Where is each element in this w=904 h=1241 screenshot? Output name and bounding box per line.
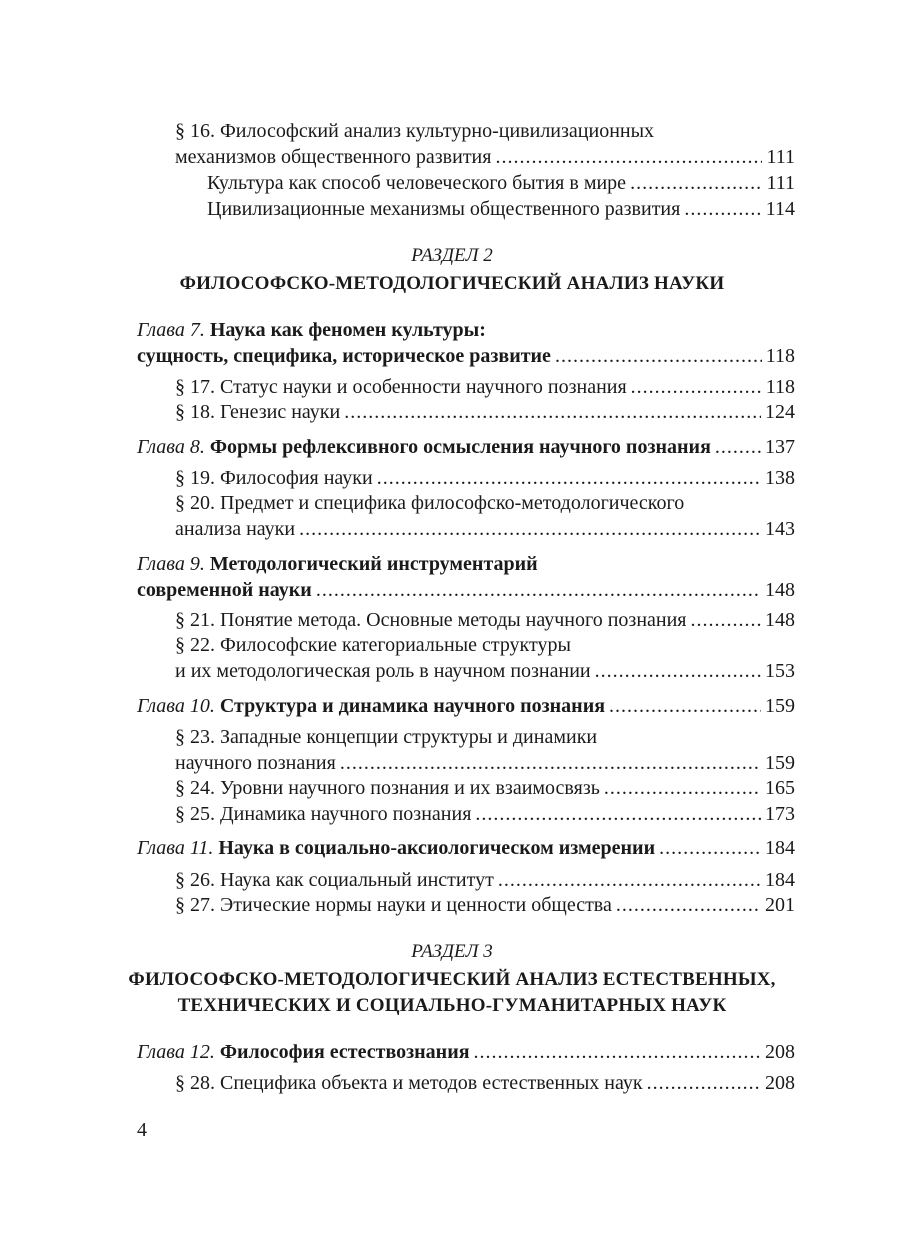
toc-page-ref: 208 — [765, 1041, 795, 1063]
chapter-title: Наука в социально-аксиологическом измерении — [218, 837, 656, 859]
toc-page-ref: 124 — [765, 401, 795, 423]
toc-entry-text: § 20. Предмет и специфика философско-методологического — [175, 492, 685, 514]
toc-page-ref: 118 — [765, 376, 795, 398]
chapter-9-line2 — [137, 577, 795, 603]
leader-dots — [616, 892, 761, 918]
toc-entry-text: § 22. Философские категориальные структуры — [175, 634, 571, 656]
toc-page-ref: 184 — [765, 869, 795, 891]
chapter-prefix: Глава 10. — [137, 695, 215, 717]
toc-page-ref: 111 — [766, 172, 795, 194]
chapter-10 — [137, 693, 795, 719]
chapter-11 — [137, 835, 795, 861]
toc-entry-25 — [175, 801, 795, 827]
leader-dots — [340, 750, 761, 776]
toc-subentry-civilization — [207, 196, 795, 222]
toc-entry-20-line2 — [175, 516, 795, 542]
toc-entry-24 — [175, 775, 795, 801]
chapter-title: Методологический инструментарий — [209, 553, 538, 575]
chapter-title: Формы рефлексивного осмысления научного познания — [209, 436, 711, 458]
toc-entry-text: и их методологическая роль в научном познании — [175, 660, 591, 682]
toc-entry-text: научного познания — [175, 752, 336, 774]
chapter-title: Философия естествознания — [219, 1041, 470, 1063]
toc-entry-text: § 25. Динамика научного познания — [175, 803, 472, 825]
leader-dots — [604, 775, 761, 801]
chapter-title: сущность, специфика, историческое развитие — [137, 345, 551, 367]
toc-entry-text: § 17. Статус науки и особенности научного познания — [175, 376, 627, 398]
toc-entry-20-line1 — [175, 490, 795, 516]
toc-entry-28 — [175, 1070, 795, 1096]
section-3-title-line1: ФИЛОСОФСКО-МЕТОДОЛОГИЧЕСКИЙ АНАЛИЗ ЕСТЕСТВЕННЫХ, — [128, 969, 776, 990]
leader-dots — [715, 434, 761, 460]
toc-page-ref: 148 — [765, 579, 795, 601]
toc-entry-19 — [175, 465, 795, 491]
toc-page-ref: 118 — [765, 345, 795, 367]
leader-dots — [474, 1039, 761, 1065]
toc-entry-text: § 23. Западные концепции структуры и динамики — [175, 726, 598, 748]
toc-page-ref: 111 — [766, 146, 795, 168]
leader-dots — [344, 399, 761, 425]
chapter-prefix: Глава 11. — [137, 837, 214, 859]
leader-dots — [377, 465, 761, 491]
toc-subentry-culture — [207, 170, 795, 196]
toc-entry-text: § 26. Наука как социальный институт — [175, 869, 494, 891]
toc-entry-text: § 24. Уровни научного познания и их взаимосвязь — [175, 777, 600, 799]
toc-entry-21 — [175, 607, 795, 633]
toc-entry-17 — [175, 374, 795, 400]
leader-dots — [691, 607, 761, 633]
leader-dots — [299, 516, 761, 542]
chapter-7-line2 — [137, 343, 795, 369]
chapter-prefix: Глава 9. — [137, 553, 205, 575]
toc-entry-16-line1 — [175, 118, 795, 144]
toc-entry-text: Культура как способ человеческого бытия в мире — [207, 172, 627, 194]
leader-dots — [659, 835, 761, 861]
toc-entry-16-line2 — [175, 144, 795, 170]
toc-entry-18 — [175, 399, 795, 425]
toc-page-ref: 208 — [765, 1072, 795, 1094]
chapter-8 — [137, 434, 795, 460]
leader-dots — [495, 144, 762, 170]
leader-dots — [316, 577, 761, 603]
leader-dots — [609, 693, 761, 719]
toc-page-ref: 138 — [765, 467, 795, 489]
section-3-title-line2: ТЕХНИЧЕСКИХ И СОЦИАЛЬНО-ГУМАНИТАРНЫХ НАУК — [177, 995, 727, 1016]
chapter-prefix: Глава 8. — [137, 436, 205, 458]
leader-dots — [595, 658, 761, 684]
toc-page-ref: 148 — [765, 609, 795, 631]
page-number: 4 — [137, 1119, 147, 1141]
toc-page-ref: 165 — [765, 777, 795, 799]
chapter-prefix: Глава 7. — [137, 319, 205, 341]
chapter-title: современной науки — [137, 579, 312, 601]
toc-entry-26 — [175, 867, 795, 893]
toc-page-ref: 159 — [765, 752, 795, 774]
toc-entry-23-line2 — [175, 750, 795, 776]
chapter-7-line1 — [137, 317, 795, 343]
leader-dots — [475, 801, 761, 827]
leader-dots — [498, 867, 761, 893]
chapter-title: Структура и динамика научного познания — [219, 695, 606, 717]
leader-dots — [555, 343, 762, 369]
toc-entry-text: анализа науки — [175, 518, 296, 540]
toc-entry-text: § 21. Понятие метода. Основные методы научного познания — [175, 609, 687, 631]
toc-page-ref: 201 — [765, 894, 795, 916]
toc-entry-22-line1 — [175, 632, 795, 658]
section-2-title: ФИЛОСОФСКО-МЕТОДОЛОГИЧЕСКИЙ АНАЛИЗ НАУКИ — [179, 273, 725, 294]
toc-page-ref: 114 — [765, 198, 795, 220]
toc-page-ref: 184 — [765, 837, 795, 859]
toc-page-ref: 159 — [765, 695, 795, 717]
toc-entry-27 — [175, 892, 795, 918]
leader-dots — [630, 170, 762, 196]
chapter-prefix: Глава 12. — [137, 1041, 215, 1063]
leader-dots — [647, 1070, 761, 1096]
chapter-title: Наука как феномен культуры: — [209, 319, 486, 341]
toc-page-ref: 137 — [765, 436, 795, 458]
toc-page-ref: 143 — [765, 518, 795, 540]
toc-entry-text: Цивилизационные механизмы общественного развития — [207, 198, 681, 220]
section-3-label: РАЗДЕЛ 3 — [411, 941, 493, 962]
toc-entry-text: § 18. Генезис науки — [175, 401, 341, 423]
chapter-12 — [137, 1039, 795, 1065]
toc-entry-22-line2 — [175, 658, 795, 684]
toc-page-ref: 153 — [765, 660, 795, 682]
toc-entry-text: § 16. Философский анализ культурно-цивилизационных — [175, 120, 655, 142]
toc-page-ref: 173 — [765, 803, 795, 825]
toc-entry-23-line1 — [175, 724, 795, 750]
toc-entry-text: § 19. Философия науки — [175, 467, 373, 489]
leader-dots — [631, 374, 762, 400]
leader-dots — [684, 196, 761, 222]
chapter-9-line1 — [137, 551, 795, 577]
toc-entry-text: механизмов общественного развития — [175, 146, 492, 168]
toc-entry-text: § 27. Этические нормы науки и ценности общества — [175, 894, 612, 916]
toc-entry-text: § 28. Специфика объекта и методов естественных наук — [175, 1072, 643, 1094]
section-2-label: РАЗДЕЛ 2 — [411, 245, 493, 266]
